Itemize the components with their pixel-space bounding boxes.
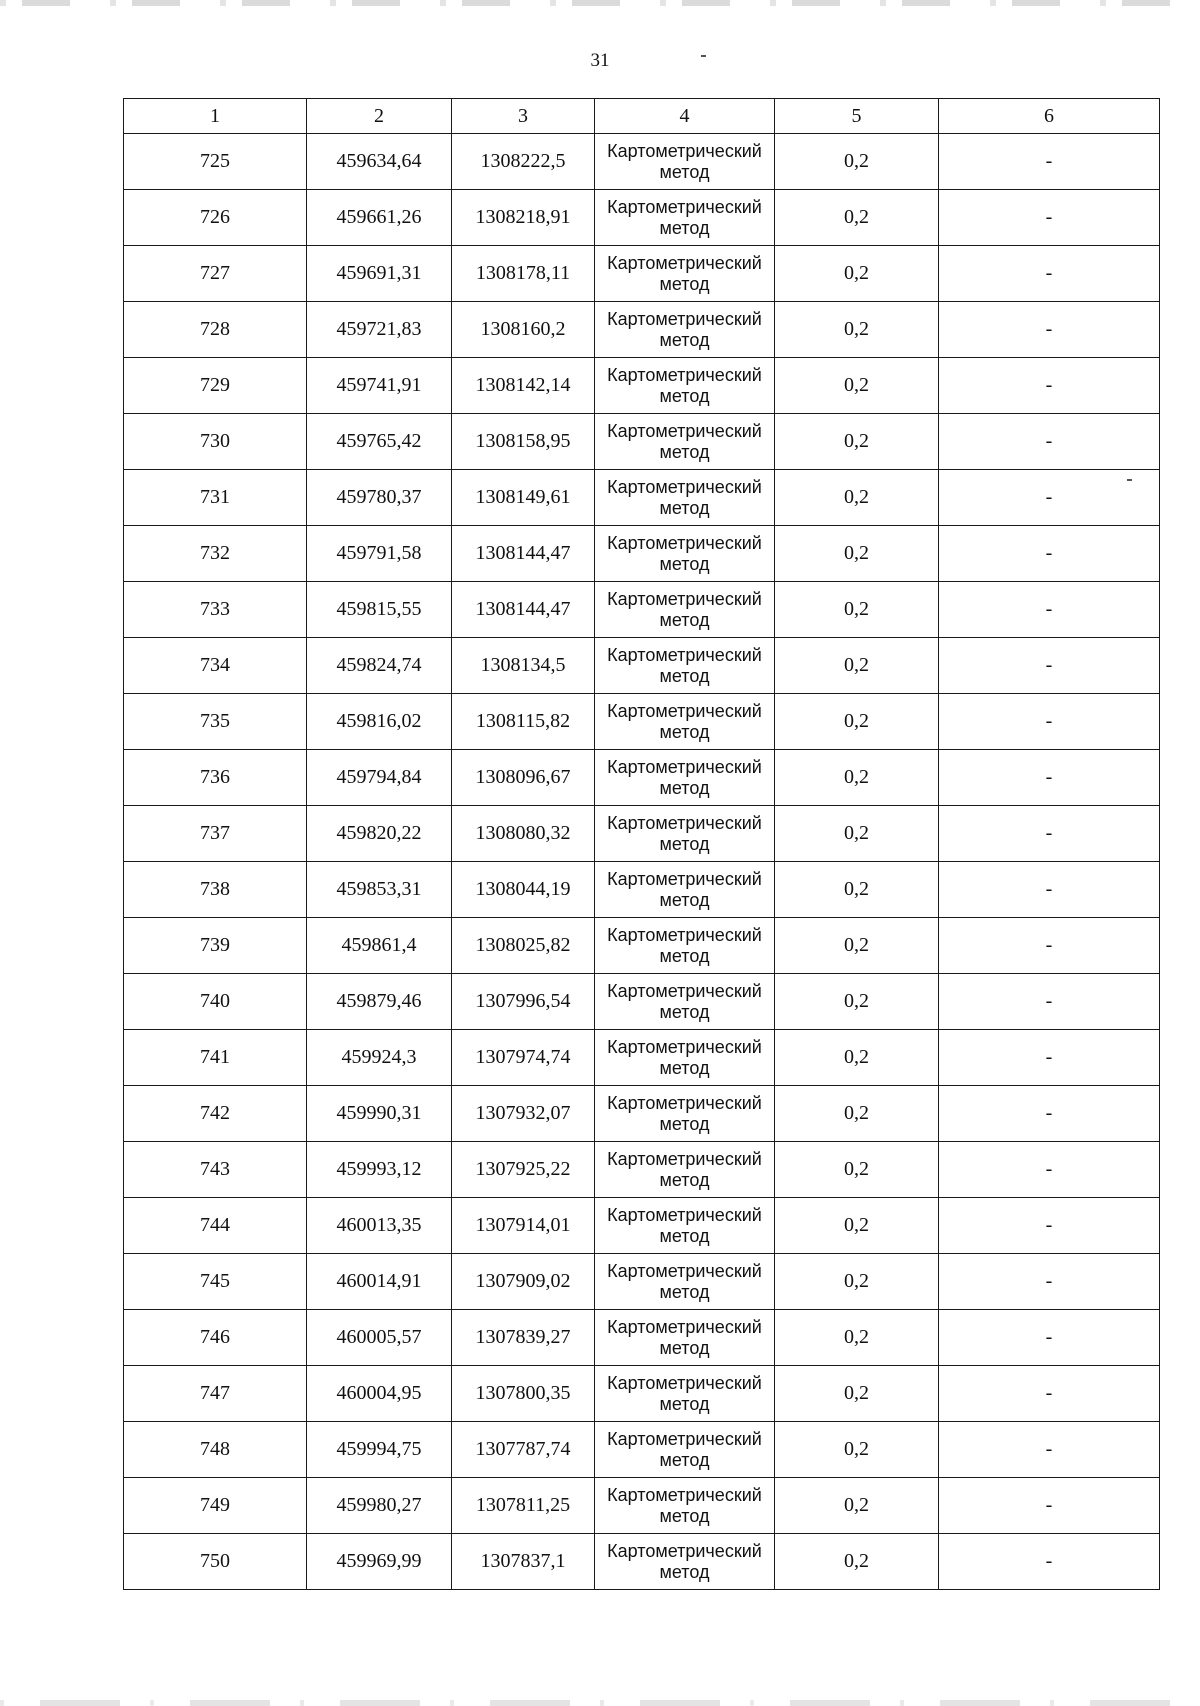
table-row	[124, 806, 1160, 862]
table-row	[124, 470, 1160, 526]
accuracy-cell: 0,2	[775, 1422, 939, 1478]
method-cell: Картометрический метод	[595, 1478, 775, 1534]
x-coordinate-cell: 459721,83	[307, 302, 452, 358]
accuracy-cell: 0,2	[775, 1086, 939, 1142]
y-coordinate-cell: 1308218,91	[452, 190, 595, 246]
point-number-cell: 749	[124, 1478, 307, 1534]
x-coordinate-cell: 459969,99	[307, 1534, 452, 1590]
x-coordinate-cell: 459741,91	[307, 358, 452, 414]
column-header-6: 6	[939, 99, 1160, 134]
point-number-cell: 727	[124, 246, 307, 302]
x-coordinate-cell: 459794,84	[307, 750, 452, 806]
y-coordinate-cell: 1307787,74	[452, 1422, 595, 1478]
point-number-cell: 728	[124, 302, 307, 358]
method-cell: Картометрический метод	[595, 1030, 775, 1086]
point-number-cell: 737	[124, 806, 307, 862]
method-cell: Картометрический метод	[595, 1198, 775, 1254]
note-cell: -	[939, 526, 1160, 582]
table-header	[124, 99, 1160, 134]
accuracy-cell: 0,2	[775, 1478, 939, 1534]
point-number-cell: 729	[124, 358, 307, 414]
scan-edge-top	[0, 0, 1200, 6]
accuracy-cell: 0,2	[775, 694, 939, 750]
x-coordinate-cell: 460013,35	[307, 1198, 452, 1254]
note-cell: -	[939, 302, 1160, 358]
point-number-cell: 738	[124, 862, 307, 918]
accuracy-cell: 0,2	[775, 1310, 939, 1366]
accuracy-cell: 0,2	[775, 1534, 939, 1590]
note-cell: -	[939, 134, 1160, 190]
x-coordinate-cell: 459924,3	[307, 1030, 452, 1086]
table-row	[124, 246, 1160, 302]
point-number-cell: 733	[124, 582, 307, 638]
point-number-cell: 747	[124, 1366, 307, 1422]
table-row	[124, 1142, 1160, 1198]
point-number-cell: 732	[124, 526, 307, 582]
method-cell: Картометрический метод	[595, 190, 775, 246]
y-coordinate-cell: 1308222,5	[452, 134, 595, 190]
note-cell: -	[939, 246, 1160, 302]
table-row	[124, 1366, 1160, 1422]
y-coordinate-cell: 1308144,47	[452, 582, 595, 638]
y-coordinate-cell: 1307811,25	[452, 1478, 595, 1534]
x-coordinate-cell: 459994,75	[307, 1422, 452, 1478]
method-cell: Картометрический метод	[595, 582, 775, 638]
note-cell: -	[939, 1366, 1160, 1422]
method-cell: Картометрический метод	[595, 358, 775, 414]
note-cell: -	[939, 638, 1160, 694]
note-cell: -	[939, 470, 1160, 526]
x-coordinate-cell: 459815,55	[307, 582, 452, 638]
note-cell: -	[939, 1086, 1160, 1142]
note-cell: -	[939, 1254, 1160, 1310]
table-row	[124, 1030, 1160, 1086]
x-coordinate-cell: 460014,91	[307, 1254, 452, 1310]
accuracy-cell: 0,2	[775, 638, 939, 694]
table-row	[124, 918, 1160, 974]
note-cell: -	[939, 1422, 1160, 1478]
x-coordinate-cell: 459853,31	[307, 862, 452, 918]
column-header-5: 5	[775, 99, 939, 134]
x-coordinate-cell: 459980,27	[307, 1478, 452, 1534]
point-number-cell: 741	[124, 1030, 307, 1086]
method-cell: Картометрический метод	[595, 414, 775, 470]
scan-edge-bottom	[0, 1700, 1200, 1706]
note-cell: -	[939, 1534, 1160, 1590]
note-cell: -	[939, 750, 1160, 806]
header-row	[124, 99, 1160, 134]
x-coordinate-cell: 459780,37	[307, 470, 452, 526]
method-cell: Картометрический метод	[595, 1086, 775, 1142]
point-number-cell: 750	[124, 1534, 307, 1590]
note-cell: -	[939, 1142, 1160, 1198]
y-coordinate-cell: 1308178,11	[452, 246, 595, 302]
accuracy-cell: 0,2	[775, 918, 939, 974]
y-coordinate-cell: 1307974,74	[452, 1030, 595, 1086]
note-cell: -	[939, 414, 1160, 470]
note-cell: -	[939, 1478, 1160, 1534]
table-row	[124, 582, 1160, 638]
x-coordinate-cell: 459816,02	[307, 694, 452, 750]
note-cell: -	[939, 974, 1160, 1030]
point-number-cell: 726	[124, 190, 307, 246]
table-row	[124, 302, 1160, 358]
note-cell: -	[939, 694, 1160, 750]
method-cell: Картометрический метод	[595, 1534, 775, 1590]
x-coordinate-cell: 459993,12	[307, 1142, 452, 1198]
note-cell: -	[939, 358, 1160, 414]
table-row	[124, 1198, 1160, 1254]
table-body	[124, 134, 1160, 1590]
x-coordinate-cell: 459791,58	[307, 526, 452, 582]
y-coordinate-cell: 1307996,54	[452, 974, 595, 1030]
method-cell: Картометрический метод	[595, 638, 775, 694]
x-coordinate-cell: 459661,26	[307, 190, 452, 246]
method-cell: Картометрический метод	[595, 302, 775, 358]
coordinates-table	[123, 98, 1160, 1590]
x-coordinate-cell: 459879,46	[307, 974, 452, 1030]
point-number-cell: 744	[124, 1198, 307, 1254]
table-row	[124, 526, 1160, 582]
table-row	[124, 358, 1160, 414]
method-cell: Картометрический метод	[595, 974, 775, 1030]
page-number: 31	[590, 50, 610, 71]
accuracy-cell: 0,2	[775, 806, 939, 862]
note-cell: -	[939, 1198, 1160, 1254]
table-row	[124, 134, 1160, 190]
x-coordinate-cell: 459691,31	[307, 246, 452, 302]
y-coordinate-cell: 1308115,82	[452, 694, 595, 750]
method-cell: Картометрический метод	[595, 806, 775, 862]
note-cell: -	[939, 862, 1160, 918]
point-number-cell: 745	[124, 1254, 307, 1310]
table-row	[124, 974, 1160, 1030]
point-number-cell: 739	[124, 918, 307, 974]
table-row	[124, 414, 1160, 470]
note-cell: -	[939, 918, 1160, 974]
method-cell: Картометрический метод	[595, 470, 775, 526]
point-number-cell: 748	[124, 1422, 307, 1478]
y-coordinate-cell: 1308025,82	[452, 918, 595, 974]
accuracy-cell: 0,2	[775, 358, 939, 414]
accuracy-cell: 0,2	[775, 1254, 939, 1310]
point-number-cell: 740	[124, 974, 307, 1030]
table-row	[124, 862, 1160, 918]
accuracy-cell: 0,2	[775, 582, 939, 638]
method-cell: Картометрический метод	[595, 1366, 775, 1422]
point-number-cell: 736	[124, 750, 307, 806]
y-coordinate-cell: 1308144,47	[452, 526, 595, 582]
y-coordinate-cell: 1308044,19	[452, 862, 595, 918]
y-coordinate-cell: 1308160,2	[452, 302, 595, 358]
point-number-cell: 731	[124, 470, 307, 526]
table-row	[124, 638, 1160, 694]
method-cell: Картометрический метод	[595, 134, 775, 190]
column-header-2: 2	[307, 99, 452, 134]
point-number-cell: 742	[124, 1086, 307, 1142]
y-coordinate-cell: 1307837,1	[452, 1534, 595, 1590]
point-number-cell: 743	[124, 1142, 307, 1198]
x-coordinate-cell: 459824,74	[307, 638, 452, 694]
y-coordinate-cell: 1307914,01	[452, 1198, 595, 1254]
y-coordinate-cell: 1308142,14	[452, 358, 595, 414]
table-row	[124, 1310, 1160, 1366]
x-coordinate-cell: 460004,95	[307, 1366, 452, 1422]
accuracy-cell: 0,2	[775, 526, 939, 582]
note-cell: -	[939, 1030, 1160, 1086]
method-cell: Картометрический метод	[595, 918, 775, 974]
accuracy-cell: 0,2	[775, 1366, 939, 1422]
y-coordinate-cell: 1307800,35	[452, 1366, 595, 1422]
accuracy-cell: 0,2	[775, 134, 939, 190]
x-coordinate-cell: 460005,57	[307, 1310, 452, 1366]
point-number-cell: 734	[124, 638, 307, 694]
table-row	[124, 1422, 1160, 1478]
accuracy-cell: 0,2	[775, 1142, 939, 1198]
column-header-4: 4	[595, 99, 775, 134]
y-coordinate-cell: 1307932,07	[452, 1086, 595, 1142]
table-row	[124, 694, 1160, 750]
y-coordinate-cell: 1307925,22	[452, 1142, 595, 1198]
method-cell: Картометрический метод	[595, 1422, 775, 1478]
table-row	[124, 1086, 1160, 1142]
table-row	[124, 1534, 1160, 1590]
method-cell: Картометрический метод	[595, 1142, 775, 1198]
note-cell: -	[939, 582, 1160, 638]
method-cell: Картометрический метод	[595, 862, 775, 918]
method-cell: Картометрический метод	[595, 246, 775, 302]
x-coordinate-cell: 459990,31	[307, 1086, 452, 1142]
table-row	[124, 1254, 1160, 1310]
accuracy-cell: 0,2	[775, 750, 939, 806]
y-coordinate-cell: 1308158,95	[452, 414, 595, 470]
y-coordinate-cell: 1308080,32	[452, 806, 595, 862]
column-header-3: 3	[452, 99, 595, 134]
method-cell: Картометрический метод	[595, 526, 775, 582]
point-number-cell: 730	[124, 414, 307, 470]
x-coordinate-cell: 459861,4	[307, 918, 452, 974]
x-coordinate-cell: 459634,64	[307, 134, 452, 190]
note-cell: -	[939, 1310, 1160, 1366]
table-row	[124, 1478, 1160, 1534]
note-cell: -	[939, 190, 1160, 246]
column-header-1: 1	[124, 99, 307, 134]
y-coordinate-cell: 1308149,61	[452, 470, 595, 526]
x-coordinate-cell: 459820,22	[307, 806, 452, 862]
y-coordinate-cell: 1307839,27	[452, 1310, 595, 1366]
accuracy-cell: 0,2	[775, 190, 939, 246]
accuracy-cell: 0,2	[775, 246, 939, 302]
table-row	[124, 190, 1160, 246]
accuracy-cell: 0,2	[775, 414, 939, 470]
table-row	[124, 750, 1160, 806]
y-coordinate-cell: 1308134,5	[452, 638, 595, 694]
note-cell: -	[939, 806, 1160, 862]
accuracy-cell: 0,2	[775, 1198, 939, 1254]
method-cell: Картометрический метод	[595, 750, 775, 806]
point-number-cell: 725	[124, 134, 307, 190]
accuracy-cell: 0,2	[775, 862, 939, 918]
accuracy-cell: 0,2	[775, 302, 939, 358]
point-number-cell: 735	[124, 694, 307, 750]
method-cell: Картометрический метод	[595, 1310, 775, 1366]
y-coordinate-cell: 1307909,02	[452, 1254, 595, 1310]
accuracy-cell: 0,2	[775, 1030, 939, 1086]
method-cell: Картометрический метод	[595, 1254, 775, 1310]
accuracy-cell: 0,2	[775, 470, 939, 526]
x-coordinate-cell: 459765,42	[307, 414, 452, 470]
y-coordinate-cell: 1308096,67	[452, 750, 595, 806]
point-number-cell: 746	[124, 1310, 307, 1366]
method-cell: Картометрический метод	[595, 694, 775, 750]
accuracy-cell: 0,2	[775, 974, 939, 1030]
